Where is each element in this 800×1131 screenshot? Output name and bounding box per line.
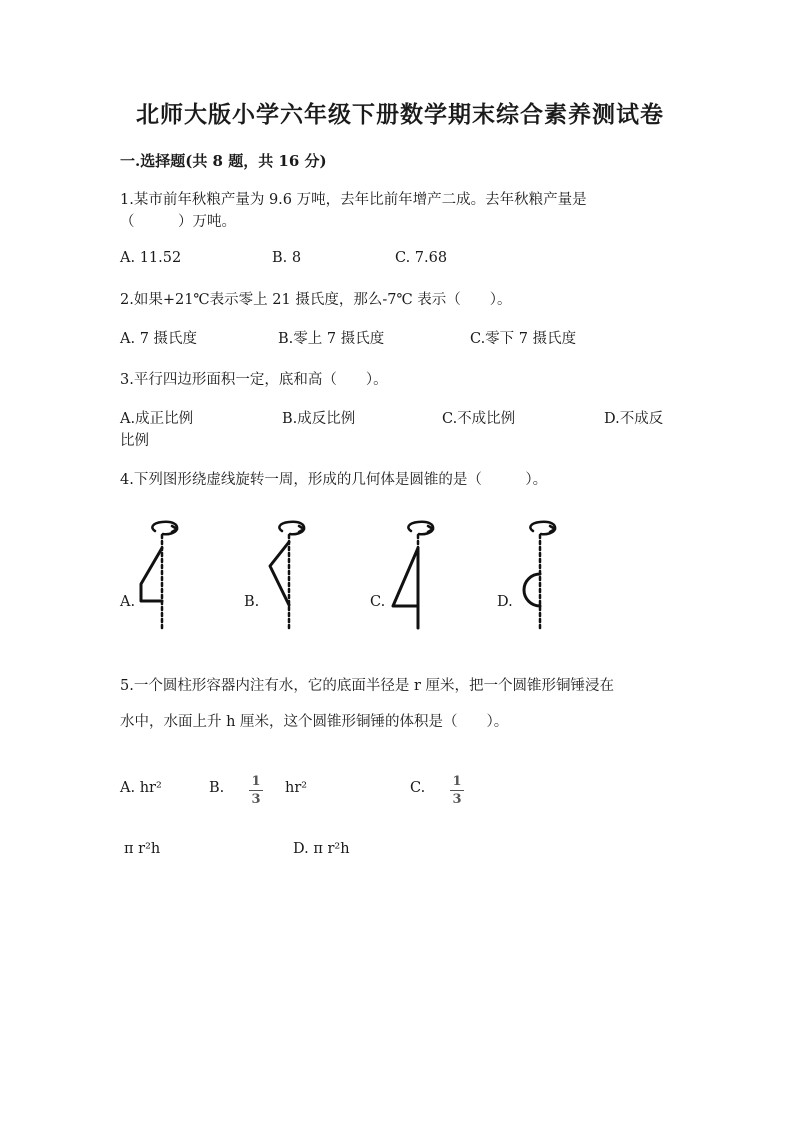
question-3-option-c: C.不成比例	[442, 411, 516, 427]
fraction-bar	[249, 790, 263, 791]
figure-a	[141, 522, 177, 628]
figure-label-c: C.	[370, 594, 386, 610]
question-1-text-cont: （ ）万吨。	[120, 214, 236, 230]
question-3-text: 3.平行四边形面积一定，底和高（ ）。	[120, 372, 388, 388]
question-5-option-b-term: hr²	[285, 780, 308, 796]
question-4-text: 4.下列图形绕虚线旋转一周，形成的几何体是圆锥的是（ ）。	[120, 472, 548, 488]
question-5-option-c: C.	[410, 780, 426, 796]
question-3-option-b: B.成反比例	[282, 411, 356, 427]
fraction-denominator: 3	[251, 792, 261, 807]
question-5-option-c-term: π r²h	[124, 841, 161, 857]
fraction-denominator: 3	[452, 792, 462, 807]
fraction-numerator: 1	[452, 774, 462, 789]
figure-b	[270, 522, 304, 628]
page-title: 北师大版小学六年级下册数学期末综合素养测试卷	[136, 101, 664, 128]
fraction-numerator: 1	[251, 774, 261, 789]
question-2-option-b: B.零上 7 摄氏度	[278, 331, 385, 347]
figure-label-b: B.	[244, 594, 260, 610]
question-5-option-b: B.	[209, 780, 225, 796]
question-2-text: 2.如果+21℃表示零上 21 摄氏度，那么-7℃ 表示（ ）。	[120, 292, 512, 308]
fraction-one-third-b	[249, 774, 263, 807]
fraction-one-third-c	[450, 774, 464, 807]
figure-c	[393, 522, 433, 628]
figure-label-d: D.	[497, 594, 513, 610]
fraction-bar	[450, 790, 464, 791]
question-2-option-c: C.零下 7 摄氏度	[470, 331, 577, 347]
question-3-option-a: A.成正比例	[120, 411, 194, 427]
question-1-option-b: B. 8	[272, 250, 302, 266]
question-1-option-a: A. 11.52	[120, 250, 182, 266]
question-5-text: 5.一个圆柱形容器内注有水，它的底面半径是 r 厘米，把一个圆锥形铜锤浸在	[120, 678, 614, 694]
question-1-option-c: C. 7.68	[395, 250, 448, 266]
question-2-option-a: A. 7 摄氏度	[120, 331, 198, 347]
question-3-option-d: D.不成反	[604, 411, 664, 427]
figure-d	[524, 522, 555, 628]
question-3-option-d-wrap: 比例	[120, 433, 149, 449]
question-1-text: 1.某市前年秋粮产量为 9.6 万吨，去年比前年增产二成。去年秋粮产量是	[120, 192, 587, 208]
figure-label-a: A.	[120, 594, 136, 610]
section-heading: 一.选择题(共 8 题，共 16 分)	[120, 152, 327, 170]
question-5-option-a: A. hr²	[120, 780, 162, 796]
question-5-option-d: D. π r²h	[293, 841, 350, 857]
question-5-text-cont: 水中，水面上升 h 厘米，这个圆锥形铜锤的体积是（ ）。	[120, 714, 509, 730]
